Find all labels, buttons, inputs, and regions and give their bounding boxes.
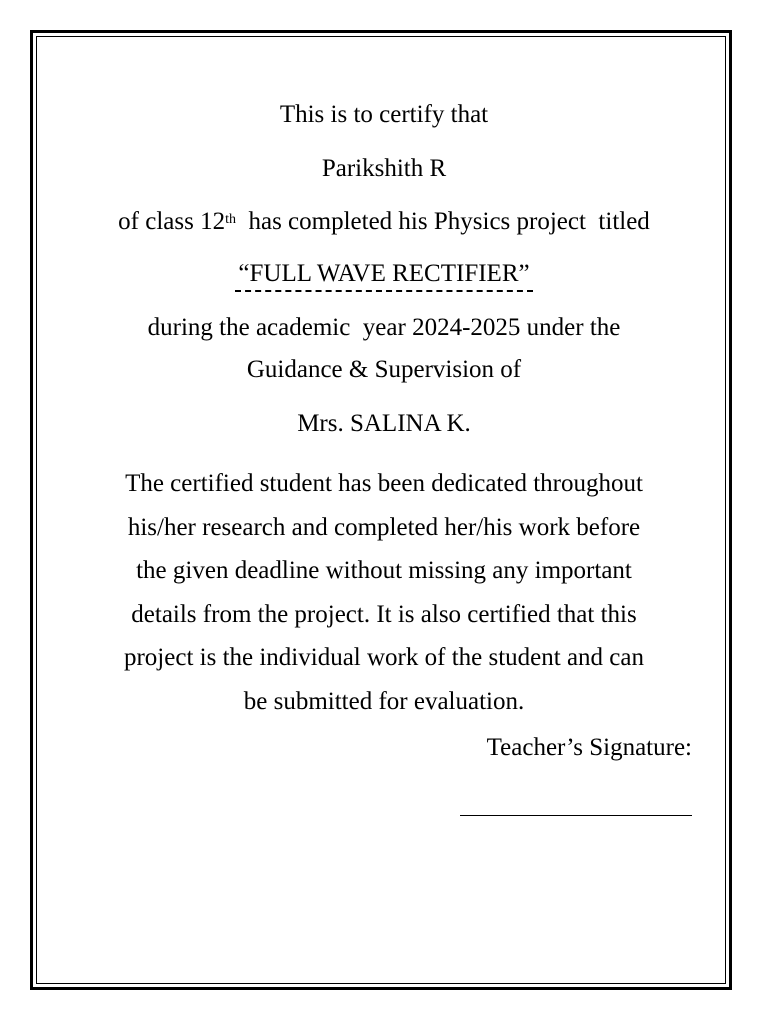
student-name: Parikshith R — [321, 155, 447, 182]
body-line: be submitted for evaluation. — [243, 687, 525, 715]
certify-intro: This is to certify that — [279, 101, 489, 128]
class-superscript: th — [225, 212, 236, 227]
body-line: the given deadline without missing any important — [136, 557, 632, 584]
body-line: project is the individual work of the student and can — [123, 644, 644, 671]
signature-line — [460, 815, 692, 816]
teacher-name: Mrs. SALINA K. — [297, 410, 471, 437]
project-title: “FULL WAVE RECTIFIER” — [235, 260, 532, 292]
body-line: The certified student has been dedicated throughout — [125, 470, 643, 497]
signature-label: Teacher’s Signature: — [486, 734, 692, 761]
class-prefix: of class 12 — [118, 208, 226, 235]
guidance-line: Guidance & Supervision of — [246, 356, 522, 383]
body-line: details from the project. It is also certified that this — [131, 600, 637, 628]
certificate-body — [0, 462, 768, 723]
academic-year-line: during the academic year 2024-2025 under the — [147, 314, 621, 341]
body-line: his/her research and completed her/his work before — [127, 513, 641, 541]
project-title-line — [0, 259, 768, 292]
class-rest: has completed his Physics project titled — [235, 208, 650, 235]
class-line — [0, 207, 768, 237]
